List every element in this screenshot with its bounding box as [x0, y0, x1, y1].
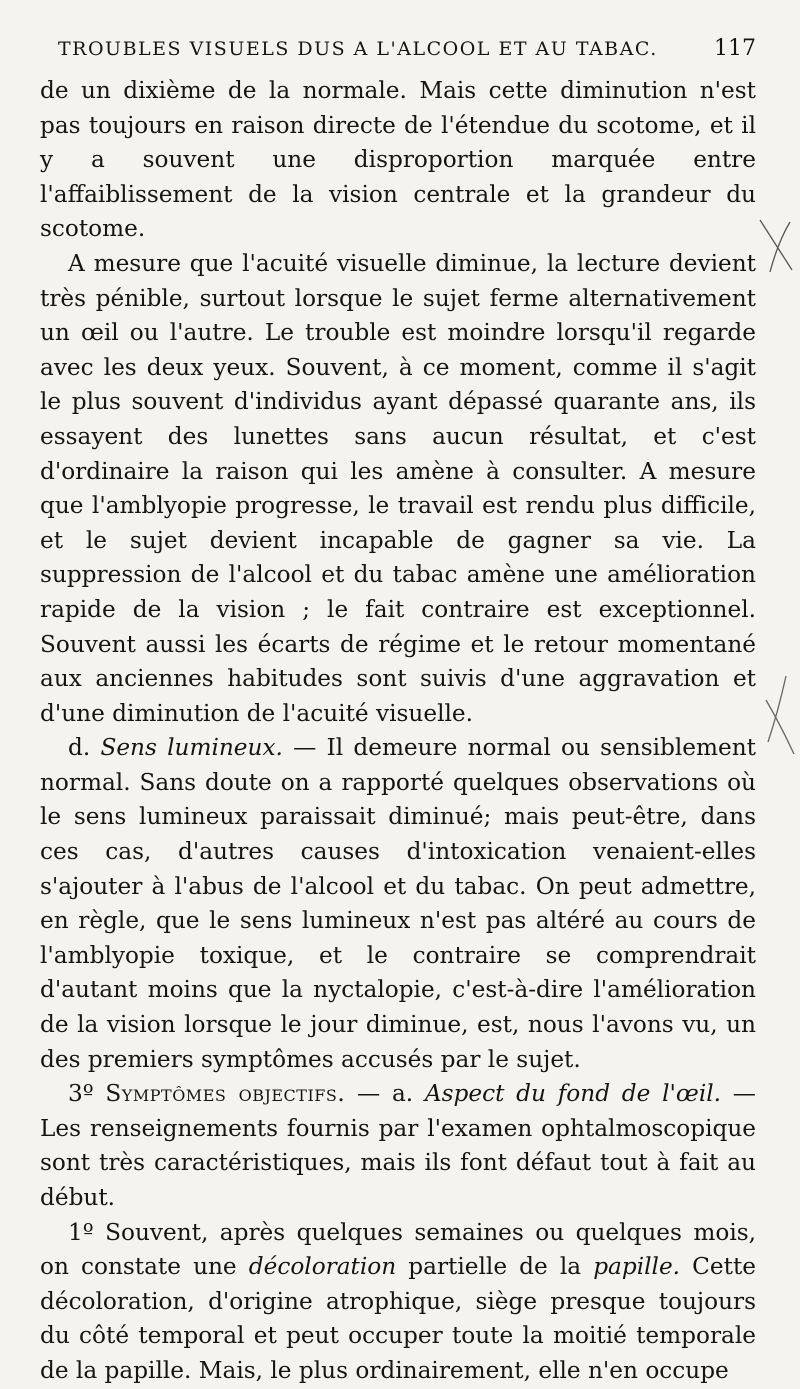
section-letter: d. — [68, 734, 101, 762]
subsection-title-aspect-fond-oeil: Aspect du fond de l'œil. — [424, 1080, 722, 1108]
paragraph-5 — [40, 1216, 756, 1389]
margin-cross-mark-upper — [756, 212, 796, 282]
section-heading-symptomes-objectifs: Symptômes objectifs. — [105, 1080, 346, 1108]
section-number: 3º — [68, 1080, 106, 1108]
paragraph-3 — [40, 731, 756, 1077]
paragraph-4 — [40, 1077, 756, 1215]
paragraph-1: de un dixième de la normale. Mais cette diminution n'est pas toujours en raison directe de l'étendue du scotome, et il y a souvent une disproportion marquée entre l'affaiblissement de la vision centrale et la grandeur du scotome. — [40, 77, 756, 243]
subsection-letter: — a. — [345, 1080, 425, 1108]
running-title: TROUBLES VISUELS DUS A L'ALCOOL ET AU TABAC. — [58, 38, 658, 60]
term-papille: papille. — [593, 1253, 681, 1281]
paragraph-5-text-b: partielle de la — [396, 1253, 594, 1281]
section-title-sens-lumineux: Sens lumineux. — [100, 734, 283, 762]
paragraph-3-text: — Il demeure normal ou sensiblement normal. Sans doute on a rapporté quelques observations où le sens lumineux paraissait diminué; mais peut-être, dans ces cas, d'autres causes d'intoxication venaient-elles s'ajouter à l'abus de l'alcool et du tabac. On peut admettre, en règle, que le sens lumineux n'est pas altéré au cours de l'amblyopie toxique, et le contraire se comprendrait d'autant moins que la nyctalopie, c'est-à-dire l'amélioration de la vision lorsque le jour diminue, est, nous l'avons vu, un des premiers symptômes accusés par le sujet. — [40, 734, 756, 1073]
paragraph-5-text-c: Cette décoloration, d'origine atrophique, siège presque toujours du côté temporal et peut occuper toute la moitié temporale de la papille. Mais, le plus ordinairement, elle n'en occupe — [40, 1253, 756, 1384]
running-header — [58, 36, 756, 61]
term-decoloration: décoloration — [248, 1253, 397, 1281]
body-text — [40, 74, 756, 1389]
paragraph-5-text-a: 1º Souvent, après quelques semaines ou quelques mois, on constate une — [40, 1218, 756, 1281]
page-number: 117 — [714, 36, 756, 61]
margin-cross-mark-lower — [760, 672, 800, 762]
paragraph-4-text: — Les renseignements fournis par l'examen ophtalmoscopique sont très caractéristiques, mais ils font défaut tout à fait au début. — [40, 1080, 756, 1211]
paragraph-2: A mesure que l'acuité visuelle diminue, la lecture devient très pénible, surtout lorsque le sujet ferme alternativement un œil ou l'autre. Le trouble est moindre lorsqu'il regarde avec les deux yeux. Souvent, à ce moment, comme il s'agit le plus souvent d'individus ayant dépassé quarante ans, ils essayent des lunettes sans aucun résultat, et c'est d'ordinaire la raison qui les amène à consulter. A mesure que l'amblyopie progresse, le travail est rendu plus difficile, et le sujet devient incapable de gagner sa vie. La suppression de l'alcool et du tabac amène une amélioration rapide de la vision ; le fait contraire est exceptionnel. Souvent aussi les écarts de régime et le retour momentané aux anciennes habitudes sont suivis d'une aggravation et d'une diminution de l'acuité visuelle. — [40, 249, 756, 727]
